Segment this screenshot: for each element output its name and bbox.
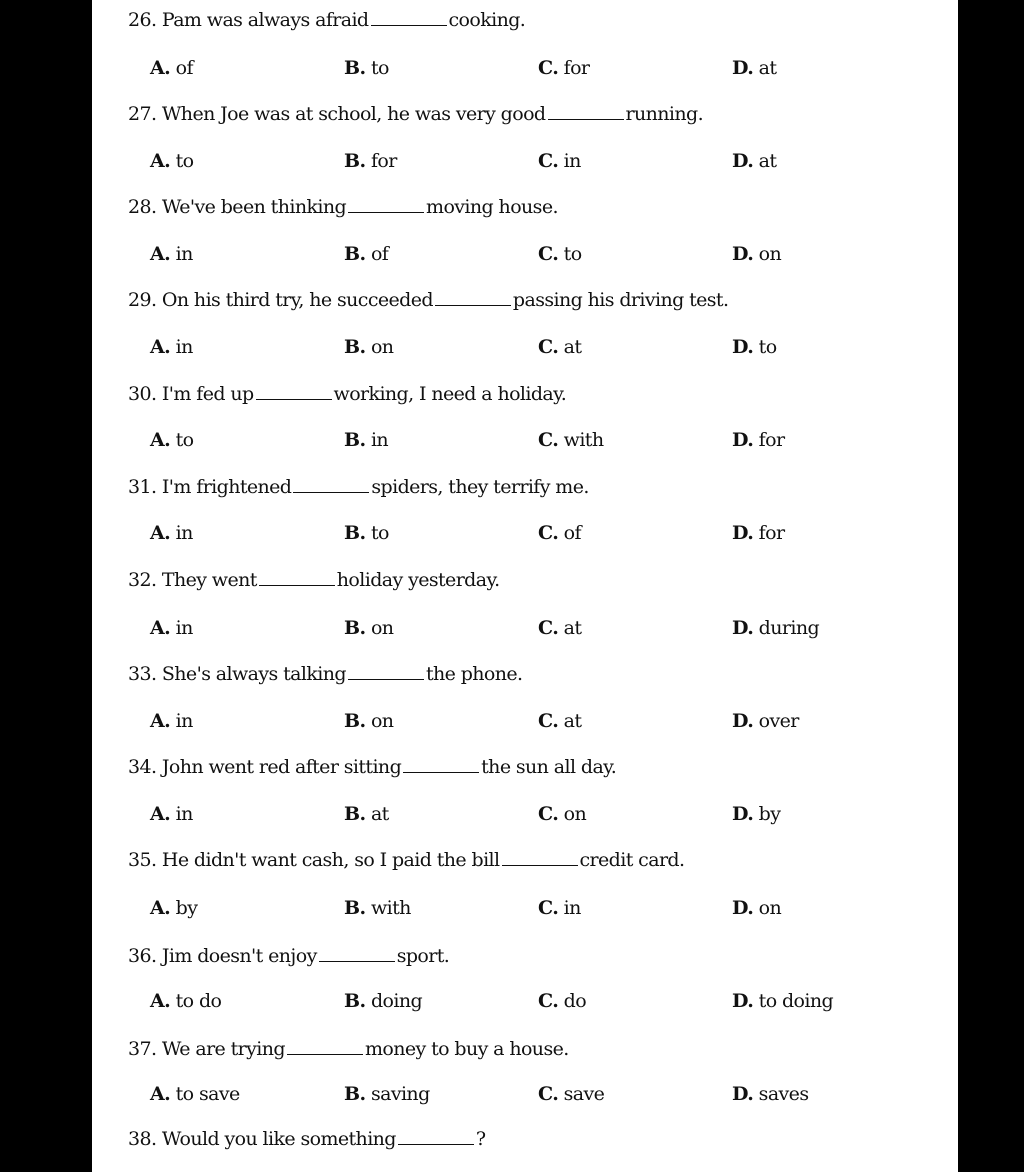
option-c: C. save (538, 1083, 605, 1105)
question-number: 26. (128, 9, 157, 31)
option-c: C. do (538, 990, 587, 1012)
answer-blank (398, 1128, 474, 1145)
option-a: A. to (150, 429, 194, 451)
option-d: D. by (732, 803, 781, 825)
question-text-after: credit card. (579, 849, 685, 871)
option-b: B. to (344, 522, 389, 544)
option-a: A. to (150, 150, 194, 172)
question-number: 29. (128, 289, 157, 311)
option-c: C. in (538, 897, 581, 919)
option-a: A. in (150, 336, 193, 358)
question-37 (128, 1037, 569, 1061)
option-a: A. in (150, 522, 193, 544)
question-31 (128, 475, 589, 499)
question-35 (128, 848, 684, 872)
answer-blank (348, 663, 424, 680)
question-text-after: working, I need a holiday. (333, 383, 567, 405)
option-c: C. with (538, 429, 604, 451)
option-d: D. at (732, 57, 777, 79)
option-d: D. over (732, 710, 799, 732)
question-38 (128, 1127, 485, 1151)
option-a: A. of (150, 57, 193, 79)
question-text-before: I'm frightened (161, 476, 292, 498)
question-27 (128, 102, 703, 126)
option-d: D. to (732, 336, 777, 358)
question-text-after: the phone. (425, 663, 523, 685)
option-b: B. of (344, 243, 389, 265)
option-a: A. in (150, 243, 193, 265)
question-29 (128, 288, 728, 312)
question-text-after: running. (625, 103, 704, 125)
question-number: 37. (128, 1038, 157, 1060)
question-number: 33. (128, 663, 157, 685)
option-c: C. of (538, 522, 581, 544)
question-text-before: Jim doesn't enjoy (161, 945, 317, 967)
answer-blank (287, 1038, 363, 1055)
answer-blank (348, 196, 424, 213)
option-b: B. doing (344, 990, 423, 1012)
answer-blank (256, 383, 332, 400)
question-number: 27. (128, 103, 157, 125)
question-text-before: On his third try, he succeeded (161, 289, 433, 311)
option-c: C. for (538, 57, 590, 79)
answer-blank (371, 9, 447, 26)
question-30 (128, 382, 566, 406)
question-26 (128, 8, 525, 32)
question-number: 38. (128, 1128, 157, 1150)
answer-blank (403, 756, 479, 773)
option-d: D. on (732, 243, 782, 265)
question-text-after: the sun all day. (481, 756, 617, 778)
option-d: D. on (732, 897, 782, 919)
question-text-before: I'm fed up (161, 383, 254, 405)
answer-blank (259, 569, 335, 586)
question-number: 35. (128, 849, 157, 871)
option-c: C. at (538, 710, 582, 732)
question-number: 34. (128, 756, 157, 778)
question-text-after: holiday yesterday. (336, 569, 500, 591)
option-b: B. for (344, 150, 397, 172)
option-b: B. at (344, 803, 389, 825)
option-b: B. on (344, 710, 394, 732)
question-text-after: sport. (396, 945, 450, 967)
question-text-before: John went red after sitting (161, 756, 402, 778)
question-text-after: ? (475, 1128, 486, 1150)
option-c: C. at (538, 617, 582, 639)
question-text-after: money to buy a house. (364, 1038, 569, 1060)
answer-blank (435, 289, 511, 306)
question-text-after: passing his driving test. (512, 289, 729, 311)
question-text-after: cooking. (448, 9, 526, 31)
question-text-after: moving house. (426, 196, 558, 218)
option-a: A. in (150, 710, 193, 732)
question-number: 32. (128, 569, 157, 591)
option-b: B. to (344, 57, 389, 79)
option-c: C. in (538, 150, 581, 172)
question-text-after: spiders, they terrify me. (371, 476, 589, 498)
question-text-before: Would you like something (161, 1128, 396, 1150)
option-a: A. to save (150, 1083, 240, 1105)
question-text-before: Pam was always afraid (161, 9, 369, 31)
question-text-before: She's always talking (161, 663, 346, 685)
question-34 (128, 755, 616, 779)
question-number: 30. (128, 383, 157, 405)
question-text-before: When Joe was at school, he was very good (161, 103, 546, 125)
answer-blank (319, 945, 395, 962)
question-28 (128, 195, 558, 219)
question-32 (128, 568, 500, 592)
option-c: C. to (538, 243, 582, 265)
option-a: A. by (150, 897, 198, 919)
option-d: D. for (732, 522, 785, 544)
question-text-before: They went (161, 569, 257, 591)
option-b: B. in (344, 429, 389, 451)
question-number: 31. (128, 476, 157, 498)
option-c: C. on (538, 803, 587, 825)
option-b: B. saving (344, 1083, 430, 1105)
option-a: A. in (150, 617, 193, 639)
option-d: D. saves (732, 1083, 809, 1105)
question-text-before: We've been thinking (161, 196, 347, 218)
question-36 (128, 944, 449, 968)
worksheet-page (92, 0, 958, 1172)
option-a: A. in (150, 803, 193, 825)
question-number: 28. (128, 196, 157, 218)
question-33 (128, 662, 522, 686)
option-a: A. to do (150, 990, 222, 1012)
option-d: D. to doing (732, 990, 834, 1012)
option-b: B. on (344, 617, 394, 639)
option-b: B. with (344, 897, 411, 919)
answer-blank (548, 103, 624, 120)
option-d: D. during (732, 617, 820, 639)
option-c: C. at (538, 336, 582, 358)
answer-blank (502, 849, 578, 866)
option-d: D. at (732, 150, 777, 172)
question-text-before: He didn't want cash, so I paid the bill (161, 849, 500, 871)
option-d: D. for (732, 429, 785, 451)
question-text-before: We are trying (161, 1038, 285, 1060)
option-b: B. on (344, 336, 394, 358)
question-number: 36. (128, 945, 157, 967)
answer-blank (293, 476, 369, 493)
